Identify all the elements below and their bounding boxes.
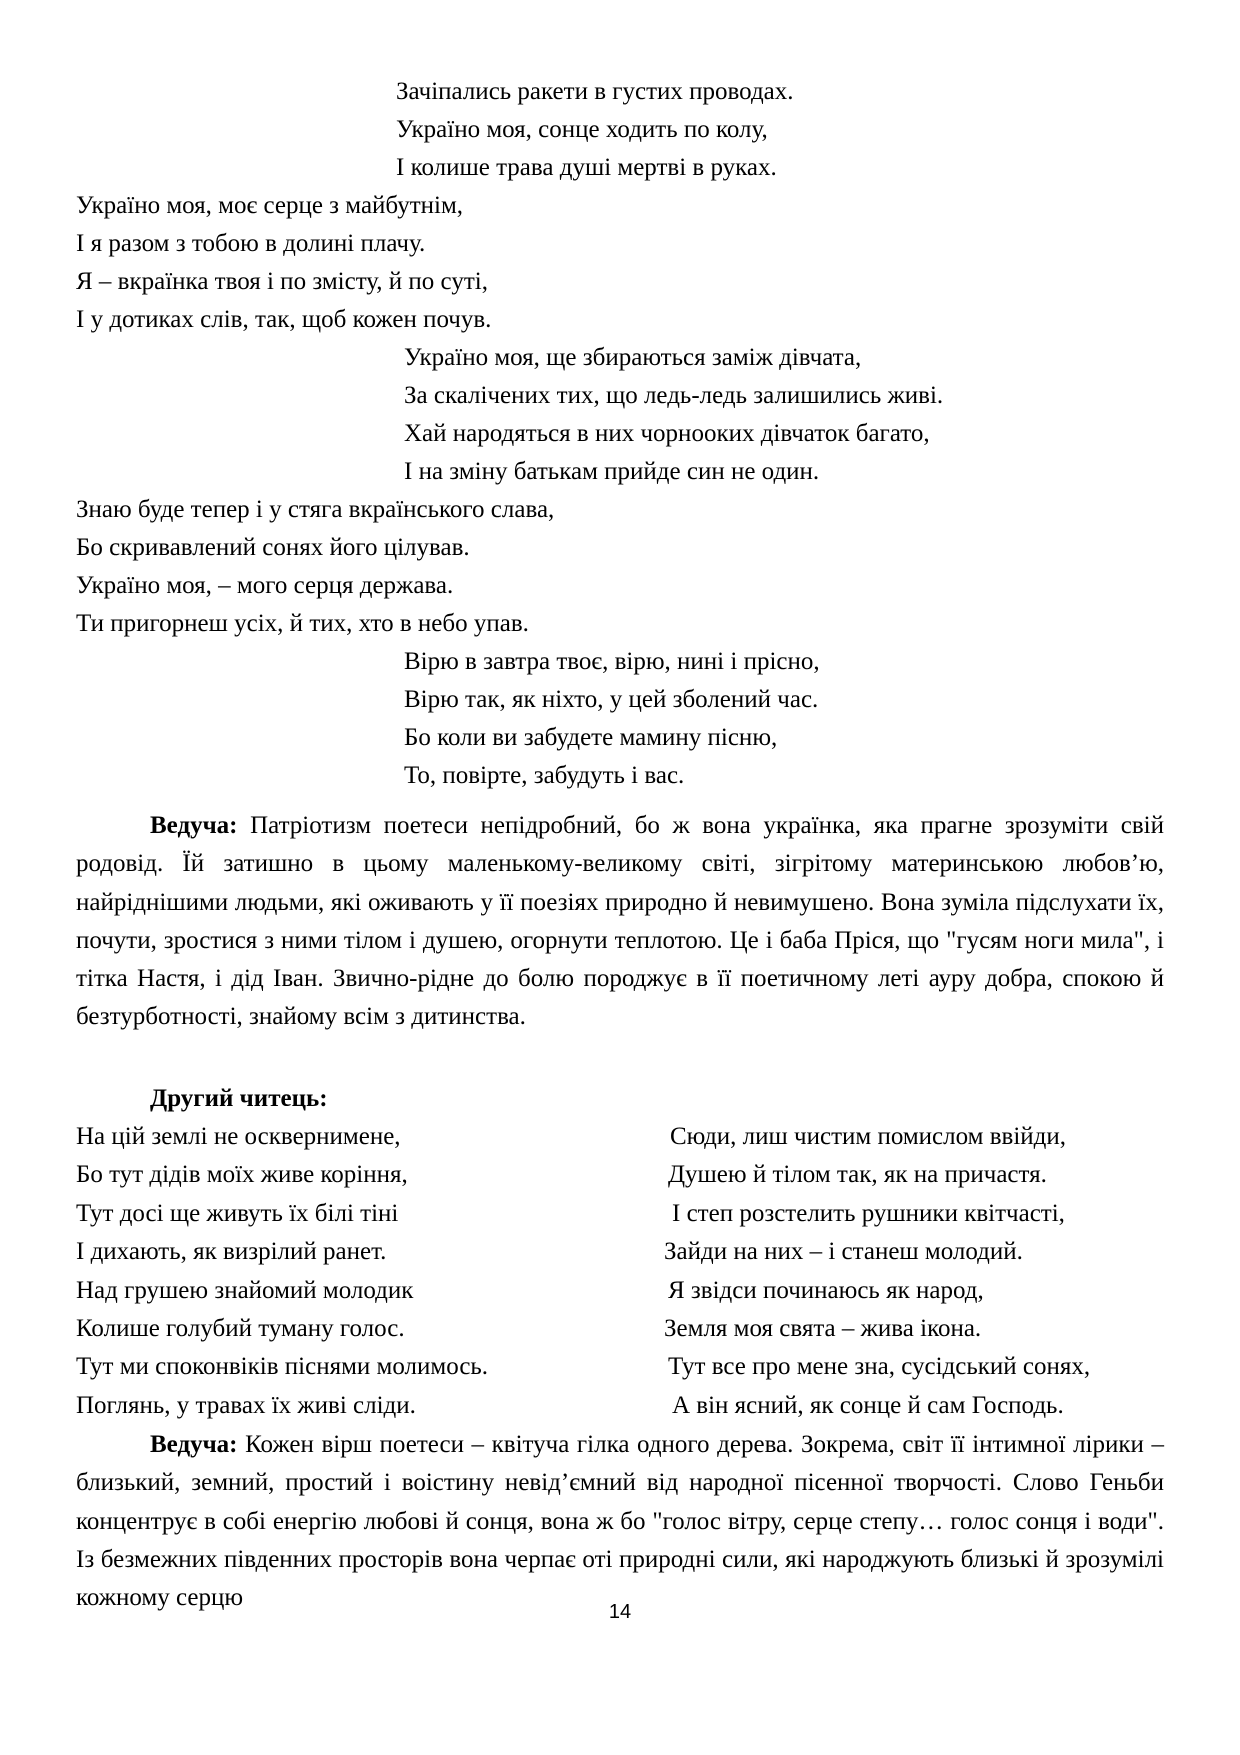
poem-line: Поглянь, у травах їх живі сліди.: [76, 1391, 416, 1419]
poem-line: І степ розстелить рушники квітчасті,: [672, 1199, 1065, 1227]
poem-line: Бо коли ви забудете мамину пісню,: [404, 724, 778, 751]
poem-line: Зачіпались ракети в густих проводах.: [396, 78, 794, 105]
poem-line: Вірю в завтра твоє, вірю, нині і прісно,: [404, 648, 820, 675]
page-number: 14: [608, 1601, 632, 1623]
poem-line: І колише трава душі мертві в руках.: [396, 154, 777, 181]
poem-line: Україно моя, – мого серця держава.: [76, 572, 454, 599]
host-paragraph: [76, 1426, 1164, 1617]
poem-line: То, повірте, забудуть і вас.: [404, 762, 685, 789]
poem-line: Я звідси починаюсь як народ,: [668, 1276, 984, 1304]
speaker-label: Ведуча:: [150, 812, 238, 839]
poem-line: Бо скривавлений сонях його цілував.: [76, 534, 470, 561]
paragraph-text: Патріотизм поетеси непідробний, бо ж вона українка, яка прагне зрозуміти свій родовід. Їй затишно в цьому маленькому-великому світі, зігрітому материнською любов’ю, найріднішими людьми, які оживають у її поезіях природно й невимушено. Вона зуміла підслухати їх, почути, зростися з ними тілом і душею, огорнути теплотою. Це і баба Пріся, що "гусям ноги мила", і тітка Настя, і дід Іван. Звично-рідне до болю породжує в її поетичному леті ауру добра, спокою й безтурботності, знайому всім з дитинства.: [76, 812, 1165, 1031]
poem-line: Зайди на них – і станеш молодий.: [664, 1238, 1023, 1266]
poem-line: За скалічених тих, що ледь-ледь залишились живі.: [404, 382, 944, 409]
poem-line: Я – вкраїнка твоя і по змісту, й по суті,: [76, 268, 488, 295]
poem-line: І на зміну батькам прийде син не один.: [404, 458, 820, 485]
poem-line: Над грушею знайомий молодик: [76, 1276, 414, 1304]
paragraph-text: Кожен вірш поетеси – квітуча гілка одного дерева. Зокрема, світ її інтимної лірики – близький, земний, простий і воістину невід’ємний від народної пісенної творчості. Слово Геньби концентрує в собі енергію любові й сонця, вона ж бо "голос вітру, серце степу… голос сонця і води". Із безмежних південних просторів вона черпає оті природні сили, які народжують близькі й зрозумілі кожному серцю: [76, 1431, 1165, 1612]
poem-line: А він ясний, як сонце й сам Господь.: [672, 1391, 1064, 1419]
poem-line: Колише голубий туману голос.: [76, 1315, 405, 1343]
host-paragraph: [76, 807, 1164, 1037]
poem-line: Тут ми споконвіків піснями молимось.: [76, 1353, 489, 1381]
poem-line: Сюди, лиш чистим помислом ввійди,: [670, 1123, 1067, 1150]
poem-line: Україно моя, моє серце з майбутнім,: [76, 192, 464, 219]
poem-line: І дихають, як визрілий ранет.: [76, 1238, 387, 1266]
poem-line: Україно моя, ще збираються заміж дівчата,: [404, 344, 862, 371]
poem-line: І я разом з тобою в долині плачу.: [76, 230, 426, 257]
poem-line: Ти пригорнеш усіх, й тих, хто в небо упав.: [76, 610, 529, 637]
poem-line: Вірю так, як ніхто, у цей зболений час.: [404, 686, 819, 713]
poem-line: Україно моя, сонце ходить по колу,: [396, 116, 768, 143]
speaker-label: Ведуча:: [150, 1431, 238, 1458]
poem-line: Земля моя свята – жива ікона.: [664, 1315, 982, 1343]
poem-line: Тут досі ще живуть їх білі тіні: [76, 1199, 399, 1227]
poem-column-left: [76, 1118, 488, 1425]
poem-line: Бо тут дідів моїх живе коріння,: [76, 1161, 408, 1189]
poem-line: Хай народяться в них чорнооких дівчаток багато,: [404, 420, 930, 447]
poem-line: І у дотиках слів, так, щоб кожен почув.: [76, 306, 492, 333]
poem-line: Знаю буде тепер і у стяга вкраїнського слава,: [76, 496, 555, 523]
poem-column-right: [660, 1118, 1090, 1425]
reader-label: Другий читець:: [150, 1085, 328, 1112]
poem-line: Тут все про мене зна, сусідський сонях,: [668, 1353, 1091, 1381]
poem-line: На цій землі не осквернимене,: [76, 1123, 401, 1150]
poem-line: Душею й тілом так, як на причастя.: [668, 1161, 1047, 1189]
